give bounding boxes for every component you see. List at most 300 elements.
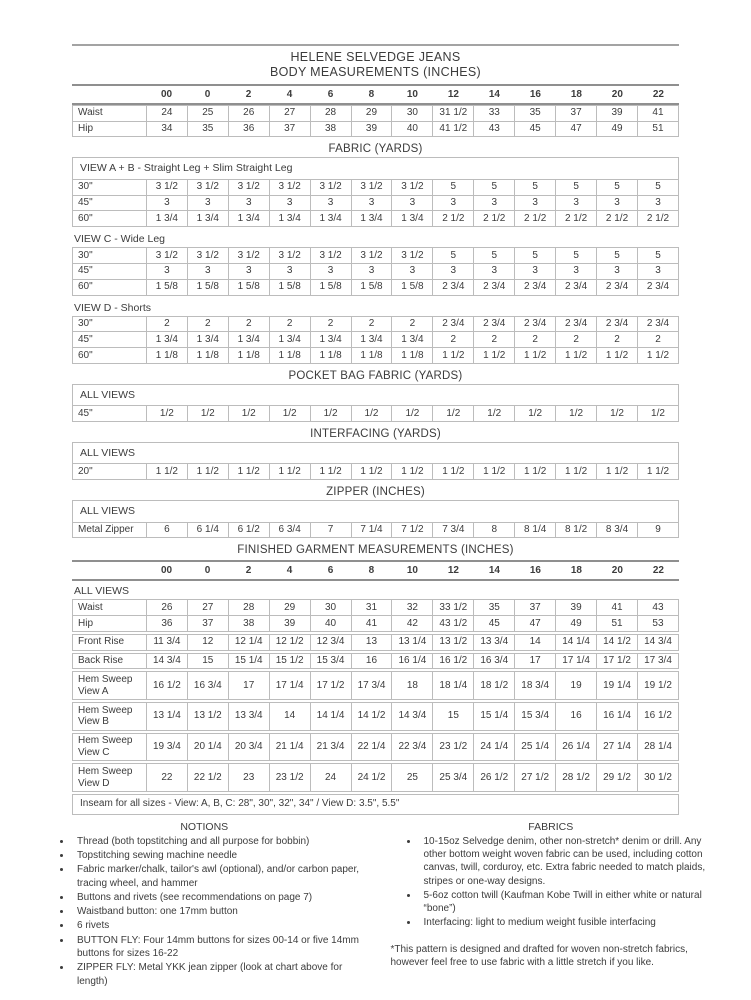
cell-value: 23 1/2 <box>269 764 310 792</box>
cell-value: 2 1/2 <box>474 211 515 227</box>
cell-value: 35 <box>515 105 556 121</box>
cell-value: 3 <box>146 263 187 279</box>
cell-value: 3 <box>269 195 310 211</box>
cell-value: 40 <box>392 121 433 137</box>
cell-value: 1 5/8 <box>228 279 269 295</box>
cell-value: 5 <box>597 179 638 195</box>
sheet-content <box>72 44 679 815</box>
cell-value: 3 1/2 <box>187 179 228 195</box>
stretch-footnote: *This pattern is designed and drafted for woven non-stretch fabrics, however feel free to use fabric with a little stretch if you like. <box>390 943 688 969</box>
cell-value: 3 <box>637 263 678 279</box>
size-header-table <box>72 84 679 105</box>
measurement-table <box>72 442 679 480</box>
cell-value: 2 <box>310 316 351 332</box>
cell-value: 41 1/2 <box>433 121 474 137</box>
table-row <box>73 653 679 669</box>
cell-value: 2 1/2 <box>556 211 597 227</box>
size-label: 2 <box>245 564 252 576</box>
measurement-table <box>72 316 679 364</box>
list-item: • BUTTON FLY: Four 14mm buttons for sizes 00-14 or five 14mm buttons for sizes 16-22 <box>72 934 365 961</box>
inseam-note-text: Inseam for all sizes - View: A, B, C: 28", 30", 32", 34" / View D: 3.5", 5.5" <box>73 794 679 814</box>
row-label: 45" <box>73 263 147 279</box>
table-row <box>73 316 679 332</box>
cell-value: 45 <box>474 616 515 632</box>
cell-value: 28 <box>228 600 269 616</box>
row-label: 20" <box>73 464 147 480</box>
cell-value: 1 1/8 <box>187 348 228 364</box>
cell-value: 12 3/4 <box>310 634 351 650</box>
cell-value: 1 5/8 <box>187 279 228 295</box>
cell-value: 3 1/2 <box>269 248 310 264</box>
row-label: 60" <box>73 211 147 227</box>
size-header-empty-cell <box>72 561 146 580</box>
cell-value: 36 <box>146 616 187 632</box>
finished-section-title: FINISHED GARMENT MEASUREMENTS (INCHES) <box>237 544 514 557</box>
cell-value: 15 <box>187 653 228 669</box>
list-item: • Fabric marker/chalk, tailor's awl (optional), and/or carbon paper, tracing wheel, and hammer <box>72 863 365 890</box>
measurement-table <box>72 105 679 138</box>
cell-value: 41 <box>637 105 678 121</box>
cell-value: 14 3/4 <box>392 703 433 731</box>
cell-value: 14 <box>269 703 310 731</box>
cell-value: 51 <box>597 616 638 632</box>
size-label: 20 <box>611 564 623 576</box>
cell-value: 1 1/2 <box>515 464 556 480</box>
cell-value: 1/2 <box>474 406 515 422</box>
cell-value: 16 1/2 <box>146 672 187 700</box>
cell-value: 15 3/4 <box>515 703 556 731</box>
cell-value: 5 <box>433 248 474 264</box>
cell-value: 24 1/4 <box>474 733 515 761</box>
row-label: Waist <box>73 600 147 616</box>
cell-value: 42 <box>392 616 433 632</box>
size-label: 10 <box>406 564 418 576</box>
cell-value: 15 3/4 <box>310 653 351 669</box>
cell-value: 2 1/2 <box>597 211 638 227</box>
fabric-section-title: FABRIC (YARDS) <box>328 143 423 156</box>
table-row <box>73 764 679 792</box>
cell-value: 1 1/2 <box>597 464 638 480</box>
fabric-view-c-label: VIEW C - Wide Leg <box>74 233 166 246</box>
cell-value: 15 <box>433 703 474 731</box>
cell-value: 1/2 <box>228 406 269 422</box>
cell-value: 16 1/4 <box>597 703 638 731</box>
cell-value: 1 1/2 <box>637 464 678 480</box>
cell-value: 1 1/8 <box>392 348 433 364</box>
cell-value: 3 <box>351 195 392 211</box>
table-row <box>73 616 679 632</box>
table-group-header-row <box>73 158 679 179</box>
cell-value: 2 3/4 <box>515 316 556 332</box>
cell-value: 18 3/4 <box>515 672 556 700</box>
cell-value: 3 1/2 <box>351 248 392 264</box>
cell-value: 3 <box>433 263 474 279</box>
cell-value: 16 3/4 <box>187 672 228 700</box>
cell-value: 1 1/2 <box>433 348 474 364</box>
cell-value: 2 <box>228 316 269 332</box>
size-label: 8 <box>368 88 375 100</box>
measurement-table <box>72 733 679 762</box>
cell-value: 19 1/4 <box>597 672 638 700</box>
cell-value: 6 1/2 <box>228 522 269 538</box>
cell-value: 16 <box>351 653 392 669</box>
table-row <box>73 464 679 480</box>
list-item: • Thread (both topstitching and all purpose for bobbin) <box>72 835 365 848</box>
cell-value: 6 3/4 <box>269 522 310 538</box>
cell-value: 25 <box>187 105 228 121</box>
cell-value: 14 1/2 <box>351 703 392 731</box>
table-row <box>73 672 679 700</box>
cell-value: 25 1/4 <box>515 733 556 761</box>
cell-value: 3 <box>597 195 638 211</box>
cell-value: 2 <box>474 332 515 348</box>
pocket-bag-table <box>72 384 679 422</box>
size-header-row <box>72 85 679 104</box>
cell-value: 16 1/4 <box>392 653 433 669</box>
fabrics-title: FABRICS <box>528 820 574 833</box>
inseam-note-row <box>73 794 679 814</box>
cell-value: 20 3/4 <box>228 733 269 761</box>
measurement-table <box>72 671 679 700</box>
cell-value: 39 <box>597 105 638 121</box>
cell-value: 15 1/4 <box>474 703 515 731</box>
cell-value: 3 1/2 <box>392 179 433 195</box>
measurement-table <box>72 763 679 792</box>
cell-value: 33 <box>474 105 515 121</box>
cell-value: 8 1/4 <box>515 522 556 538</box>
cell-value: 3 <box>146 195 187 211</box>
cell-value: 28 1/2 <box>556 764 597 792</box>
cell-value: 3 <box>187 195 228 211</box>
cell-value: 27 1/4 <box>597 733 638 761</box>
cell-value: 3 1/2 <box>228 248 269 264</box>
cell-value: 14 3/4 <box>637 634 678 650</box>
cell-value: 1 1/2 <box>310 464 351 480</box>
cell-value: 27 <box>187 600 228 616</box>
cell-value: 3 1/2 <box>310 248 351 264</box>
cell-value: 1 3/4 <box>146 211 187 227</box>
cell-value: 29 <box>351 105 392 121</box>
cell-value: 16 <box>556 703 597 731</box>
measurement-table <box>72 500 679 538</box>
cell-value: 37 <box>269 121 310 137</box>
fabric-view-d-label: VIEW D - Shorts <box>74 301 152 314</box>
cell-value: 5 <box>637 248 678 264</box>
size-label: 18 <box>570 564 582 576</box>
list-item: • 10-15oz Selvedge denim, other non-stretch* denim or drill. Any other bottom weight woven fabric can be used, including cotton canvas, twill, corduroy, etc. Extra fabric needed to match plaids, stripes or one-way designs. <box>419 835 712 888</box>
cell-value: 1 1/8 <box>269 348 310 364</box>
cell-value: 3 <box>228 263 269 279</box>
bottom-columns <box>0 815 751 989</box>
cell-value: 17 <box>228 672 269 700</box>
size-label: 12 <box>447 564 459 576</box>
cell-value: 2 <box>187 316 228 332</box>
cell-value: 2 <box>637 332 678 348</box>
table-row <box>73 332 679 348</box>
top-rule <box>72 44 679 46</box>
notions-column <box>44 821 365 989</box>
table-row <box>73 211 679 227</box>
cell-value: 3 1/2 <box>228 179 269 195</box>
cell-value: 7 1/4 <box>351 522 392 538</box>
cell-value: 49 <box>556 616 597 632</box>
body-measurements-table <box>72 105 679 138</box>
table-row <box>73 179 679 195</box>
size-label: 6 <box>327 88 334 100</box>
measurement-table <box>72 653 679 670</box>
cell-value: 43 1/2 <box>433 616 474 632</box>
cell-value: 17 1/4 <box>556 653 597 669</box>
table-row <box>73 600 679 616</box>
cell-value: 13 <box>351 634 392 650</box>
cell-value: 25 <box>392 764 433 792</box>
cell-value: 13 3/4 <box>228 703 269 731</box>
cell-value: 1 3/4 <box>228 332 269 348</box>
row-label: Hip <box>73 121 147 137</box>
table-row <box>73 248 679 264</box>
cell-value: 30 <box>392 105 433 121</box>
cell-value: 2 <box>392 316 433 332</box>
size-header-empty-cell <box>72 85 146 104</box>
cell-value: 1 1/2 <box>146 464 187 480</box>
notions-list <box>44 835 365 988</box>
cell-value: 1 5/8 <box>310 279 351 295</box>
cell-value: 1 5/8 <box>269 279 310 295</box>
size-label: 6 <box>327 564 334 576</box>
size-header-table <box>72 560 679 581</box>
cell-value: 6 1/4 <box>187 522 228 538</box>
cell-value: 2 3/4 <box>597 279 638 295</box>
cell-value: 17 1/4 <box>269 672 310 700</box>
cell-value: 47 <box>556 121 597 137</box>
cell-value: 39 <box>351 121 392 137</box>
row-label: Hem Sweep View C <box>73 733 147 761</box>
cell-value: 18 1/4 <box>433 672 474 700</box>
table-group-header-row <box>73 501 679 522</box>
interfacing-section-title: INTERFACING (YARDS) <box>310 428 441 441</box>
row-label: 60" <box>73 279 147 295</box>
cell-value: 9 <box>637 522 678 538</box>
cell-value: 1 1/2 <box>597 348 638 364</box>
row-label: 45" <box>73 332 147 348</box>
cell-value: 32 <box>392 600 433 616</box>
table-group-header-row <box>73 443 679 464</box>
cell-value: 3 <box>556 195 597 211</box>
cell-value: 3 <box>433 195 474 211</box>
row-label: Hem Sweep View D <box>73 764 147 792</box>
cell-value: 1 1/8 <box>351 348 392 364</box>
cell-value: 2 3/4 <box>637 316 678 332</box>
cell-value: 16 1/2 <box>433 653 474 669</box>
size-label: 0 <box>204 88 211 100</box>
cell-value: 24 <box>310 764 351 792</box>
cell-value: 37 <box>187 616 228 632</box>
cell-value: 36 <box>228 121 269 137</box>
cell-value: 13 3/4 <box>474 634 515 650</box>
cell-value: 5 <box>637 179 678 195</box>
cell-value: 26 <box>228 105 269 121</box>
pocket-bag-section-title: POCKET BAG FABRIC (YARDS) <box>288 369 463 382</box>
cell-value: 2 3/4 <box>556 279 597 295</box>
cell-value: 1 1/2 <box>269 464 310 480</box>
row-label: Back Rise <box>73 653 147 669</box>
cell-value: 28 <box>310 105 351 121</box>
cell-value: 2 <box>556 332 597 348</box>
fabrics-list <box>391 835 712 930</box>
cell-value: 3 1/2 <box>351 179 392 195</box>
list-item: • Buttons and rivets (see recommendations on page 7) <box>72 891 365 904</box>
cell-value: 51 <box>637 121 678 137</box>
size-label: 22 <box>652 564 664 576</box>
cell-value: 3 <box>392 195 433 211</box>
cell-value: 15 1/2 <box>269 653 310 669</box>
measurement-table <box>72 599 679 632</box>
cell-value: 3 <box>351 263 392 279</box>
cell-value: 39 <box>269 616 310 632</box>
cell-value: 3 1/2 <box>146 179 187 195</box>
measurement-table <box>72 247 679 295</box>
notions-title: NOTIONS <box>180 820 229 833</box>
body-size-header-row <box>72 84 679 105</box>
row-label: Metal Zipper <box>73 522 147 538</box>
zipper-section-title: ZIPPER (INCHES) <box>326 486 425 499</box>
cell-value: 40 <box>310 616 351 632</box>
cell-value: 12 <box>187 634 228 650</box>
cell-value: 1 1/2 <box>474 464 515 480</box>
document-title <box>72 50 679 80</box>
cell-value: 3 1/2 <box>310 179 351 195</box>
list-item: • Interfacing: light to medium weight fusible interfacing <box>419 916 712 929</box>
cell-value: 1 3/4 <box>392 332 433 348</box>
cell-value: 2 3/4 <box>556 316 597 332</box>
cell-value: 1 1/8 <box>228 348 269 364</box>
cell-value: 1/2 <box>597 406 638 422</box>
cell-value: 1 3/4 <box>269 211 310 227</box>
cell-value: 27 1/2 <box>515 764 556 792</box>
cell-value: 26 1/4 <box>556 733 597 761</box>
cell-value: 5 <box>433 179 474 195</box>
finished-measurements-tables <box>72 599 679 792</box>
cell-value: 13 1/4 <box>146 703 187 731</box>
cell-value: 20 1/4 <box>187 733 228 761</box>
cell-value: 13 1/2 <box>433 634 474 650</box>
table-group-header: ALL VIEWS <box>73 443 679 464</box>
size-label: 00 <box>160 564 173 576</box>
size-label: 16 <box>529 564 541 576</box>
cell-value: 1 3/4 <box>351 332 392 348</box>
cell-value: 2 <box>433 332 474 348</box>
size-label: 0 <box>204 564 211 576</box>
cell-value: 5 <box>474 179 515 195</box>
cell-value: 1/2 <box>310 406 351 422</box>
cell-value: 45 <box>515 121 556 137</box>
cell-value: 14 1/2 <box>597 634 638 650</box>
size-label: 10 <box>406 88 418 100</box>
cell-value: 49 <box>597 121 638 137</box>
cell-value: 16 1/2 <box>637 703 678 731</box>
cell-value: 8 1/2 <box>556 522 597 538</box>
cell-value: 3 <box>474 195 515 211</box>
cell-value: 1 3/4 <box>228 211 269 227</box>
cell-value: 1 1/8 <box>310 348 351 364</box>
cell-value: 34 <box>146 121 187 137</box>
zipper-table <box>72 500 679 538</box>
cell-value: 19 1/2 <box>637 672 678 700</box>
list-item: • 6 rivets <box>72 919 365 932</box>
cell-value: 22 3/4 <box>392 733 433 761</box>
cell-value: 1 1/2 <box>351 464 392 480</box>
cell-value: 18 1/2 <box>474 672 515 700</box>
cell-value: 1/2 <box>146 406 187 422</box>
cell-value: 3 1/2 <box>146 248 187 264</box>
cell-value: 17 1/2 <box>597 653 638 669</box>
fabrics-column <box>391 821 712 989</box>
cell-value: 23 1/2 <box>433 733 474 761</box>
cell-value: 3 <box>597 263 638 279</box>
measurement-table <box>72 384 679 422</box>
cell-value: 3 <box>228 195 269 211</box>
table-row <box>73 279 679 295</box>
fabric-view-d-table <box>72 316 679 364</box>
cell-value: 53 <box>637 616 678 632</box>
cell-value: 14 3/4 <box>146 653 187 669</box>
size-label: 22 <box>652 88 664 100</box>
cell-value: 30 <box>310 600 351 616</box>
cell-value: 2 <box>515 332 556 348</box>
cell-value: 1/2 <box>515 406 556 422</box>
cell-value: 5 <box>556 179 597 195</box>
cell-value: 1/2 <box>433 406 474 422</box>
size-label: 20 <box>611 88 623 100</box>
cell-value: 1 1/2 <box>228 464 269 480</box>
cell-value: 2 1/2 <box>515 211 556 227</box>
inseam-note-table <box>72 794 679 815</box>
measurement-table <box>72 702 679 731</box>
table-group-header: ALL VIEWS <box>73 501 679 522</box>
cell-value: 3 <box>515 195 556 211</box>
cell-value: 31 <box>351 600 392 616</box>
cell-value: 6 <box>146 522 187 538</box>
cell-value: 37 <box>515 600 556 616</box>
fabric-view-ab-table <box>72 157 679 227</box>
cell-value: 21 1/4 <box>269 733 310 761</box>
cell-value: 13 1/4 <box>392 634 433 650</box>
cell-value: 1 3/4 <box>392 211 433 227</box>
cell-value: 22 1/4 <box>351 733 392 761</box>
cell-value: 5 <box>515 248 556 264</box>
cell-value: 19 <box>556 672 597 700</box>
cell-value: 3 1/2 <box>269 179 310 195</box>
cell-value: 17 3/4 <box>637 653 678 669</box>
row-label: 30" <box>73 248 147 264</box>
cell-value: 14 <box>515 634 556 650</box>
cell-value: 7 3/4 <box>433 522 474 538</box>
cell-value: 1 3/4 <box>351 211 392 227</box>
cell-value: 7 <box>310 522 351 538</box>
cell-value: 39 <box>556 600 597 616</box>
cell-value: 18 <box>392 672 433 700</box>
cell-value: 1/2 <box>637 406 678 422</box>
measurement-table <box>72 157 679 227</box>
size-label: 4 <box>286 88 293 100</box>
list-item: • Waistband button: one 17mm button <box>72 905 365 918</box>
cell-value: 2 3/4 <box>597 316 638 332</box>
cell-value: 1 3/4 <box>187 211 228 227</box>
cell-value: 8 <box>474 522 515 538</box>
inseam-note-box <box>72 794 679 815</box>
cell-value: 2 3/4 <box>637 279 678 295</box>
cell-value: 2 1/2 <box>433 211 474 227</box>
